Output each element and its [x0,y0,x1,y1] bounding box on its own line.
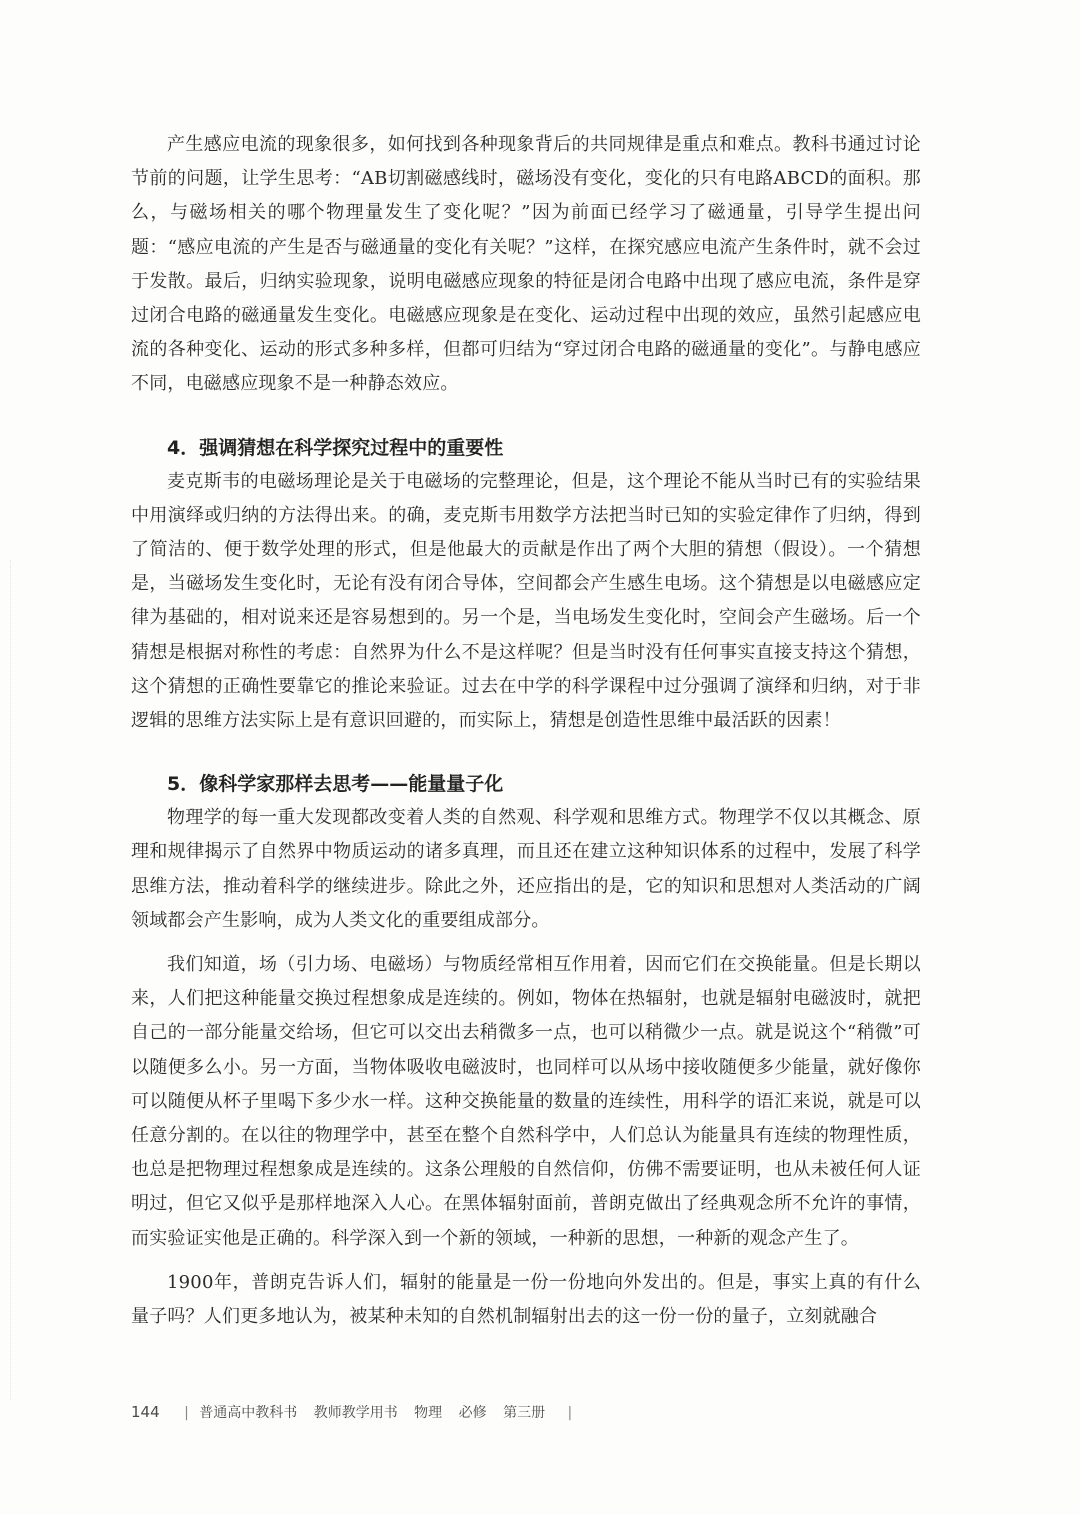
page-body [131,128,921,1334]
footer-separator-left: | [184,1405,189,1421]
page-number: 144 [131,1403,160,1421]
paragraph-induced-current: 产生感应电流的现象很多，如何找到各种现象背后的共同规律是重点和难点。教科书通过讨论节前的问题，让学生思考：“AB切割磁感线时，磁场没有变化，变化的只有电路ABCD的面积。那么，与磁场相关的哪个物理量发生了变化呢？”因为前面已经学习了磁通量，引导学生提出问题：“感应电流的产生是否与磁通量的变化有关呢？”这样，在探究感应电流产生条件时，就不会过于发散。最后，归纳实验现象，说明电磁感应现象的特征是闭合电路中出现了感应电流，条件是穿过闭合电路的磁通量发生变化。电磁感应现象是在变化、运动过程中出现的效应，虽然引起感应电流的各种变化、运动的形式多种多样，但都可归结为“穿过闭合电路的磁通量的变化”。与静电感应不同，电磁感应现象不是一种静态效应。 [131,134,921,395]
footer-volume: 第三册 [503,1405,546,1421]
footer-book-kind: 教师教学用书 [313,1405,398,1421]
footer-separator-right: | [567,1405,573,1421]
footer-book-title: 普通高中教科书 [199,1405,298,1421]
paragraph-energy-exchange: 我们知道，场（引力场、电磁场）与物质经常相互作用着，因而它们在交换能量。但是长期以来，人们把这种能量交换过程想象成是连续的。例如，物体在热辐射，也就是辐射电磁波时，就把自己的一部分能量交给场，但它可以交出去稍微多一点，也可以稍微少一点。就是说这个“稍微”可以随便多么小。另一方面，当物体吸收电磁波时，也同样可以从场中接收随便多少能量，就好像你可以随便从杯子里喝下多少水一样。这种交换能量的数量的连续性，用科学的语汇来说，就是可以任意分割的。在以往的物理学中，甚至在整个自然科学中，人们总认为能量具有连续的物理性质，也总是把物理过程想象成是连续的。这条公理般的自然信仰，仿佛不需要证明，也从未被任何人证明过，但它又似乎是那样地深入人心。在黑体辐射面前，普朗克做出了经典观念所不允许的事情，而实验证实他是正确的。科学深入到一个新的领域，一种新的思想，一种新的观念产生了。 [131,954,921,1249]
paragraph-physics-discoveries: 物理学的每一重大发现都改变着人类的自然观、科学观和思维方式。物理学不仅以其概念、原理和规律揭示了自然界中物质运动的诸多真理，而且还在建立这种知识体系的过程中，发展了科学思维方法，推动着科学的继续进步。除此之外，还应指出的是，它的知识和思想对人类活动的广阔领域都会产生影响，成为人类文化的重要组成部分。 [131,807,921,931]
section-heading-4: 4．强调猜想在科学探究过程中的重要性 [167,436,504,459]
paragraph-maxwell-conjecture: 麦克斯韦的电磁场理论是关于电磁场的完整理论，但是，这个理论不能从当时已有的实验结果中用演绎或归纳的方法得出来。的确，麦克斯韦用数学方法把当时已知的实验定律作了归纳，得到了简洁的、便于数学处理的形式，但是他最大的贡献是作出了两个大胆的猜想（假设）。一个猜想是，当磁场发生变化时，无论有没有闭合导体，空间都会产生感生电场。这个猜想是以电磁感应定律为基础的，相对说来还是容易想到的。另一个是，当电场发生变化时，空间会产生磁场。后一个猜想是根据对称性的考虑：自然界为什么不是这样呢？但是当时没有任何事实直接支持这个猜想，这个猜想的正确性要靠它的推论来验证。过去在中学的科学课程中过分强调了演绎和归纳，对于非逻辑的思维方法实际上是有意识回避的，而实际上，猜想是创造性思维中最活跃的因素！ [131,470,921,732]
section-heading-5: 5．像科学家那样去思考——能量量子化 [167,773,504,796]
paragraph-planck-1900: 1900年，普朗克告诉人们，辐射的能量是一份一份地向外发出的。但是，事实上真的有什么量子吗？人们更多地认为，被某种未知的自然机制辐射出去的这一份一份的量子，立刻就融合 [131,1271,921,1328]
page-footer [131,1402,578,1422]
footer-course: 必修 [458,1405,487,1421]
footer-subject: 物理 [414,1405,443,1421]
binding-edge [10,560,11,1400]
